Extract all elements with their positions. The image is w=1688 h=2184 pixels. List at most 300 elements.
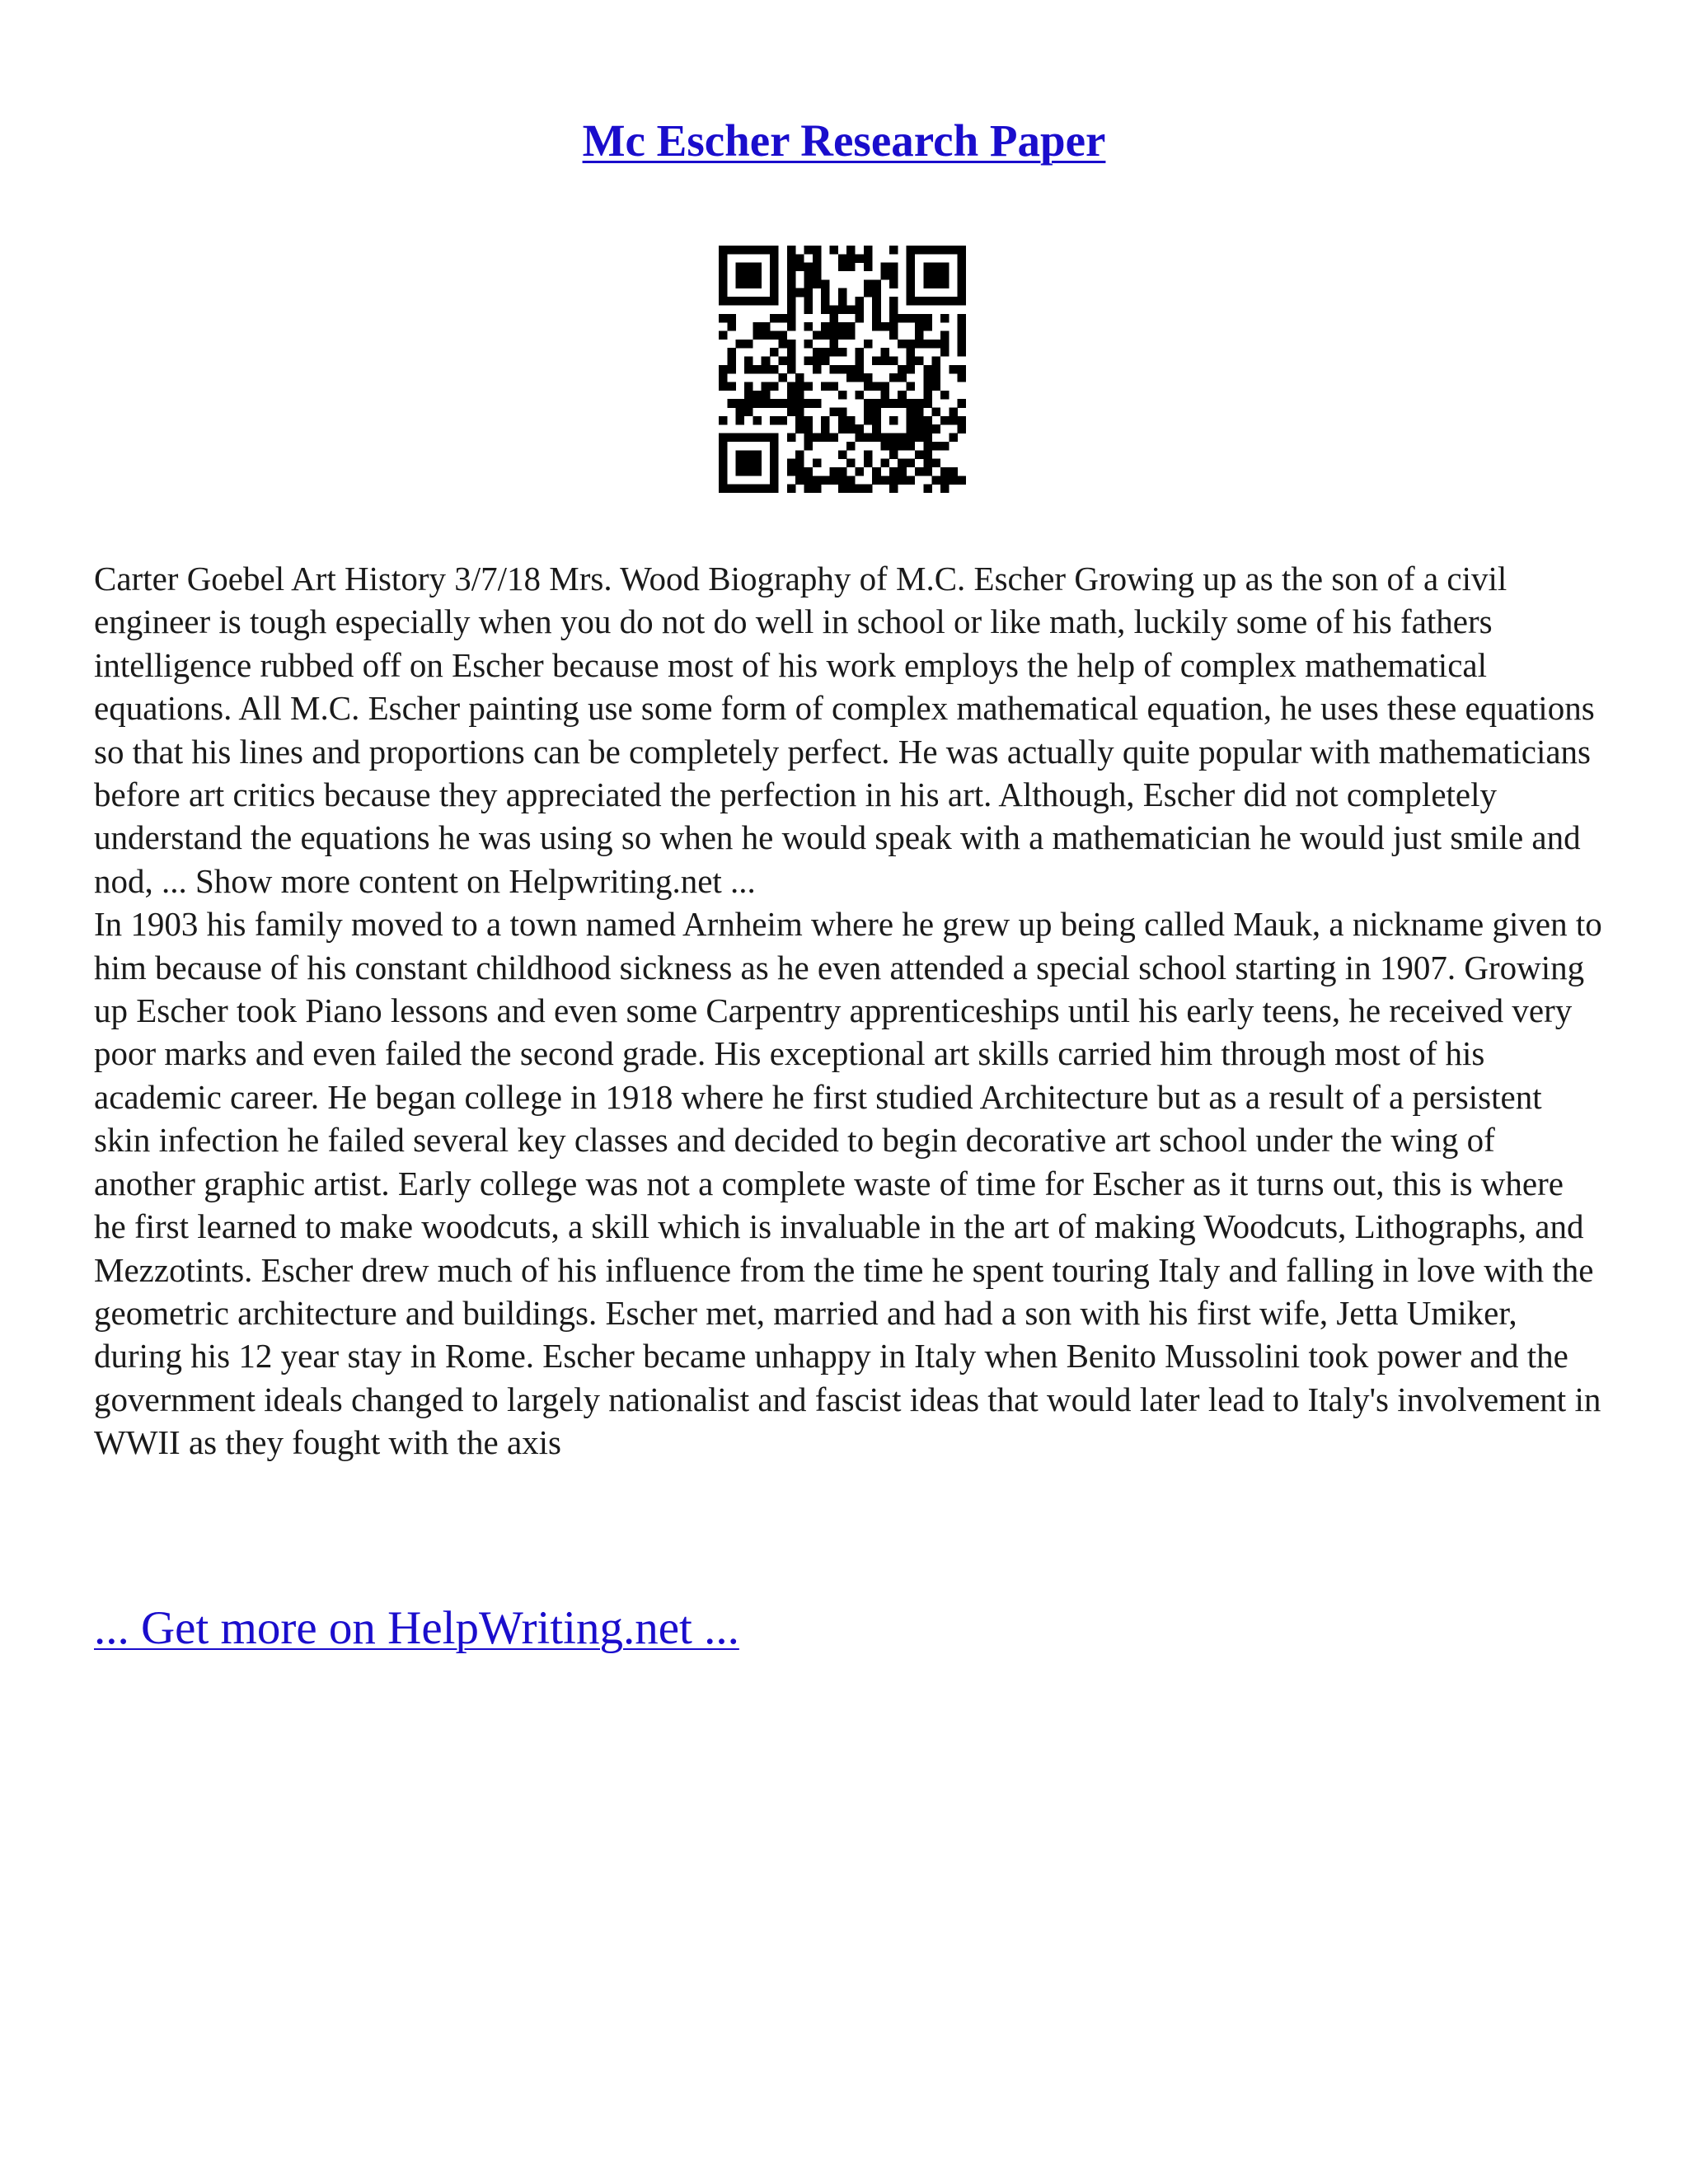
qr-module (838, 408, 847, 417)
qr-module (846, 459, 856, 468)
qr-module (932, 356, 941, 365)
qr-module (856, 467, 865, 476)
qr-module (915, 399, 924, 408)
qr-module (770, 459, 779, 468)
qr-module (787, 434, 796, 443)
qr-module (889, 246, 898, 255)
qr-module (787, 288, 796, 298)
qr-module (864, 399, 873, 408)
qr-module (864, 254, 873, 263)
qr-module (864, 279, 873, 288)
qr-module (881, 399, 890, 408)
qr-module (838, 254, 847, 263)
qr-module (923, 467, 932, 476)
qr-module (838, 391, 847, 400)
qr-module (907, 340, 916, 349)
qr-module (813, 434, 822, 443)
qr-module (907, 408, 916, 417)
qr-module (736, 408, 745, 417)
qr-module (744, 450, 753, 459)
qr-module (856, 348, 865, 357)
qr-module (881, 459, 890, 468)
qr-module (795, 254, 804, 263)
qr-module (958, 314, 966, 323)
qr-module (856, 424, 865, 434)
qr-module (736, 434, 745, 443)
qr-module (898, 442, 907, 451)
qr-module (813, 476, 822, 485)
qr-module (719, 288, 728, 298)
qr-module (923, 246, 932, 255)
qr-module (821, 434, 830, 443)
qr-module (787, 279, 796, 288)
qr-module (864, 373, 873, 382)
qr-module (744, 399, 753, 408)
qr-module (907, 382, 916, 391)
qr-module (795, 391, 804, 400)
qr-module (770, 442, 779, 451)
page-title (0, 114, 1688, 168)
qr-module (787, 485, 796, 493)
qr-module (915, 246, 924, 255)
qr-module (915, 356, 924, 365)
qr-module (719, 330, 728, 340)
qr-module (778, 416, 787, 425)
qr-module (864, 288, 873, 298)
qr-module (923, 485, 932, 493)
qr-module (787, 391, 796, 400)
qr-module (915, 314, 924, 323)
qr-module (727, 297, 736, 306)
qr-module (804, 424, 813, 434)
qr-module (864, 459, 873, 468)
title-link[interactable]: Mc Escher Research Paper (582, 115, 1106, 166)
qr-module (719, 373, 728, 382)
qr-module (889, 297, 898, 306)
qr-module (846, 416, 856, 425)
qr-module (804, 382, 813, 391)
qr-module (727, 356, 736, 365)
get-more-link-wrapper (94, 1601, 739, 1657)
qr-module (838, 297, 847, 306)
paragraph-1: Carter Goebel Art History 3/7/18 Mrs. Wood Biography of M.C. Escher Growing up as the son of a civil engineer is tough especially when you do not do well in school or like math, luckily some of his fathers intelligence rubbed off on Escher because most of his work employs the help of complex mathematical equations. All M.C. Escher painting use some form of complex mathematical equation, he uses these equations so that his lines and proportions can be completely perfect. He was actually quite popular with mathematicians before art critics because they appreciated the perfection in his art. Although, Escher did not completely understand the equations he was using so when he would speak with a mathematician he would just smile and nod, ... Show more content on Helpwriting.net ... (94, 560, 1595, 900)
qr-module (829, 408, 838, 417)
qr-module (838, 467, 847, 476)
qr-module (795, 408, 804, 417)
qr-module (719, 442, 728, 451)
qr-module (804, 322, 813, 331)
qr-module (907, 246, 916, 255)
qr-module (958, 271, 966, 280)
qr-module (753, 365, 762, 374)
qr-module (744, 408, 753, 417)
paragraph-2: In 1903 his family moved to a town named Arnheim where he grew up being called Mauk, a nickname given to him because of his constant childhood sickness as he even attended a special school starting in 1907. Growing up Escher took Piano lessons and even some Carpentry apprenticeships until his early teens, he received very poor marks and even failed the second grade. His exceptional art skills carried him through most of his academic career. He began college in 1918 where he first studied Architecture but as a result of a persistent skin infection he failed several key classes and decided to begin decorative art school under the wing of another graphic artist. Early college was not a complete waste of time for Escher as it turns out, this is where he first learned to make woodcuts, a skill which is invaluable in the art of making Woodcuts, Lithographs, and Mezzotints. Escher drew much of his influence from the time he spent touring Italy and falling in love with the geometric architecture and buildings. Escher met, married and had a son with his first wife, Jetta Umiker, during his 12 year stay in Rome. Escher became unhappy in Italy when Benito Mussolini took power and the government ideals changed to largely nationalist and fascist ideas that would later lead to Italy's involvement in WWII as they fought with the axis (94, 905, 1602, 1462)
qr-module (958, 365, 966, 374)
qr-module (829, 382, 838, 391)
qr-module (838, 263, 847, 272)
qr-module (907, 399, 916, 408)
qr-module (736, 297, 745, 306)
qr-module (787, 297, 796, 306)
qr-module (915, 322, 924, 331)
qr-module (829, 330, 838, 340)
qr-module (753, 399, 762, 408)
qr-module (915, 450, 924, 459)
qr-module (846, 476, 856, 485)
qr-module (898, 391, 907, 400)
qr-module (923, 416, 932, 425)
qr-module (915, 330, 924, 340)
qr-module (727, 348, 736, 357)
qr-module (932, 340, 941, 349)
qr-module (932, 408, 941, 417)
qr-module (889, 399, 898, 408)
qr-module (940, 330, 950, 340)
qr-module (762, 382, 771, 391)
qr-module (762, 246, 771, 255)
qr-module (915, 424, 924, 434)
qr-module (770, 271, 779, 280)
qr-module (949, 365, 958, 374)
qr-module (881, 271, 890, 280)
qr-module (872, 305, 881, 314)
qr-module (838, 485, 847, 493)
qr-module (744, 246, 753, 255)
qr-module (753, 322, 762, 331)
qr-module (872, 399, 881, 408)
qr-module (889, 434, 898, 443)
qr-module (889, 416, 898, 425)
qr-module (838, 450, 847, 459)
qr-module (753, 330, 762, 340)
qr-module (719, 450, 728, 459)
qr-module (821, 322, 830, 331)
qr-module (864, 263, 873, 272)
qr-module (907, 476, 916, 485)
qr-module (821, 279, 830, 288)
qr-module (821, 476, 830, 485)
qr-module (787, 356, 796, 365)
qr-module (856, 434, 865, 443)
qr-module (872, 476, 881, 485)
qr-module (787, 254, 796, 263)
qr-module (778, 399, 787, 408)
qr-module (923, 373, 932, 382)
qr-module (864, 382, 873, 391)
qr-module (727, 314, 736, 323)
qr-module (889, 271, 898, 280)
qr-module (923, 365, 932, 374)
qr-module (923, 399, 932, 408)
qr-module (940, 340, 950, 349)
qr-module (744, 340, 753, 349)
qr-module (770, 450, 779, 459)
qr-module (753, 467, 762, 476)
qr-module (872, 279, 881, 288)
qr-module (881, 348, 890, 357)
qr-code-icon (719, 246, 966, 493)
qr-module (846, 373, 856, 382)
qr-module (719, 467, 728, 476)
qr-module (762, 434, 771, 443)
qr-module (804, 271, 813, 280)
qr-module (932, 424, 941, 434)
qr-module (949, 416, 958, 425)
qr-module (727, 382, 736, 391)
qr-module (881, 391, 890, 400)
qr-module (923, 391, 932, 400)
qr-module (804, 297, 813, 306)
qr-module (770, 263, 779, 272)
article-body (94, 557, 1602, 1465)
qr-module (821, 297, 830, 306)
qr-module (881, 442, 890, 451)
qr-module (856, 391, 865, 400)
qr-module (744, 279, 753, 288)
qr-module (804, 416, 813, 425)
qr-module (932, 373, 941, 382)
qr-module (770, 434, 779, 443)
qr-module (889, 467, 898, 476)
qr-module (736, 450, 745, 459)
qr-module (813, 279, 822, 288)
qr-module (864, 416, 873, 425)
qr-module (932, 246, 941, 255)
qr-module (829, 365, 838, 374)
qr-module (872, 424, 881, 434)
qr-module (795, 450, 804, 459)
qr-module (940, 416, 950, 425)
qr-module (727, 399, 736, 408)
qr-module (736, 279, 745, 288)
qr-module (736, 416, 745, 425)
qr-module (889, 263, 898, 272)
qr-module (940, 297, 950, 306)
qr-module (889, 314, 898, 323)
qr-module (907, 416, 916, 425)
qr-module (787, 408, 796, 417)
qr-module (907, 288, 916, 298)
qr-module (744, 297, 753, 306)
qr-module (753, 391, 762, 400)
qr-module (762, 322, 771, 331)
qr-module (813, 485, 822, 493)
qr-module (872, 382, 881, 391)
qr-module (787, 305, 796, 314)
qr-module (838, 330, 847, 340)
qr-module (744, 382, 753, 391)
qr-module (940, 467, 950, 476)
qr-module (932, 271, 941, 280)
qr-module (864, 408, 873, 417)
qr-module (744, 467, 753, 476)
qr-module (864, 450, 873, 459)
qr-module (881, 476, 890, 485)
qr-module (804, 279, 813, 288)
qr-module (821, 348, 830, 357)
qr-module (804, 399, 813, 408)
qr-module (846, 424, 856, 434)
qr-module (898, 459, 907, 468)
qr-module (804, 263, 813, 272)
qr-module (804, 442, 813, 451)
qr-module (872, 322, 881, 331)
qr-module (804, 467, 813, 476)
qr-module (940, 476, 950, 485)
qr-module (872, 434, 881, 443)
qr-module (940, 391, 950, 400)
qr-module (949, 467, 958, 476)
qr-module (829, 305, 838, 314)
qr-module (923, 424, 932, 434)
qr-module (753, 263, 762, 272)
qr-module (787, 467, 796, 476)
qr-module (813, 356, 822, 365)
qr-module (958, 399, 966, 408)
qr-module (881, 356, 890, 365)
qr-module (958, 476, 966, 485)
qr-module (940, 485, 950, 493)
qr-module (932, 365, 941, 374)
qr-module (856, 254, 865, 263)
qr-module (795, 373, 804, 382)
qr-module (856, 305, 865, 314)
qr-module (753, 297, 762, 306)
qr-module (719, 476, 728, 485)
qr-module (856, 373, 865, 382)
qr-module (958, 330, 966, 340)
qr-module (778, 314, 787, 323)
qr-module (744, 459, 753, 468)
qr-module (719, 279, 728, 288)
qr-module (753, 416, 762, 425)
qr-module (787, 382, 796, 391)
qr-module (821, 416, 830, 425)
qr-module (804, 288, 813, 298)
qr-module (923, 459, 932, 468)
qr-module (762, 297, 771, 306)
qr-module (923, 297, 932, 306)
qr-module (864, 340, 873, 349)
qr-module (762, 365, 771, 374)
qr-module (846, 330, 856, 340)
qr-module (932, 382, 941, 391)
qr-module (958, 263, 966, 272)
qr-module (804, 305, 813, 314)
qr-module (770, 246, 779, 255)
qr-module (838, 288, 847, 298)
qr-module (940, 314, 950, 323)
qr-module (889, 450, 898, 459)
qr-module (846, 442, 856, 451)
qr-module (856, 485, 865, 493)
qr-module (846, 305, 856, 314)
qr-module (889, 356, 898, 365)
qr-module (889, 373, 898, 382)
qr-module (770, 348, 779, 357)
qr-module (940, 348, 950, 357)
qr-module (829, 314, 838, 323)
qr-module (804, 434, 813, 443)
qr-module (762, 356, 771, 365)
qr-module (949, 297, 958, 306)
qr-module (958, 340, 966, 349)
qr-module (795, 476, 804, 485)
qr-module (856, 356, 865, 365)
qr-module (872, 416, 881, 425)
qr-module (829, 476, 838, 485)
qr-module (940, 442, 950, 451)
qr-module (958, 322, 966, 331)
qr-module (770, 476, 779, 485)
qr-module (923, 434, 932, 443)
qr-module (940, 263, 950, 272)
qr-module (770, 254, 779, 263)
qr-module (821, 356, 830, 365)
qr-module (813, 365, 822, 374)
qr-module (719, 459, 728, 468)
qr-module (770, 382, 779, 391)
qr-module (813, 399, 822, 408)
qr-module (736, 399, 745, 408)
qr-module (915, 434, 924, 443)
qr-module (787, 322, 796, 331)
qr-module (813, 459, 822, 468)
qr-module (838, 305, 847, 314)
qr-module (915, 340, 924, 349)
qr-module (795, 416, 804, 425)
qr-module (898, 467, 907, 476)
qr-module (907, 442, 916, 451)
qr-module (898, 434, 907, 443)
qr-module (932, 297, 941, 306)
qr-module (804, 356, 813, 365)
qr-module (898, 314, 907, 323)
qr-module (787, 263, 796, 272)
qr-module (778, 356, 787, 365)
qr-module (958, 416, 966, 425)
qr-module (787, 459, 796, 468)
qr-module (872, 356, 881, 365)
qr-module (838, 322, 847, 331)
qr-module (821, 382, 830, 391)
qr-module (795, 288, 804, 298)
qr-module (949, 408, 958, 417)
qr-module (795, 382, 804, 391)
qr-module (770, 416, 779, 425)
qr-module (907, 314, 916, 323)
qr-module (813, 246, 822, 255)
qr-module (872, 297, 881, 306)
qr-module (795, 263, 804, 272)
qr-module (907, 459, 916, 468)
qr-module (915, 297, 924, 306)
qr-module (856, 297, 865, 306)
qr-module (829, 340, 838, 349)
qr-module (829, 246, 838, 255)
qr-module (907, 348, 916, 357)
qr-module (719, 254, 728, 263)
qr-module (762, 399, 771, 408)
qr-module (787, 365, 796, 374)
get-more-link[interactable]: ... Get more on HelpWriting.net ... (94, 1602, 739, 1654)
qr-module (958, 254, 966, 263)
qr-module (923, 382, 932, 391)
qr-module (846, 263, 856, 272)
qr-module (881, 382, 890, 391)
qr-module (898, 365, 907, 374)
qr-module (838, 416, 847, 425)
